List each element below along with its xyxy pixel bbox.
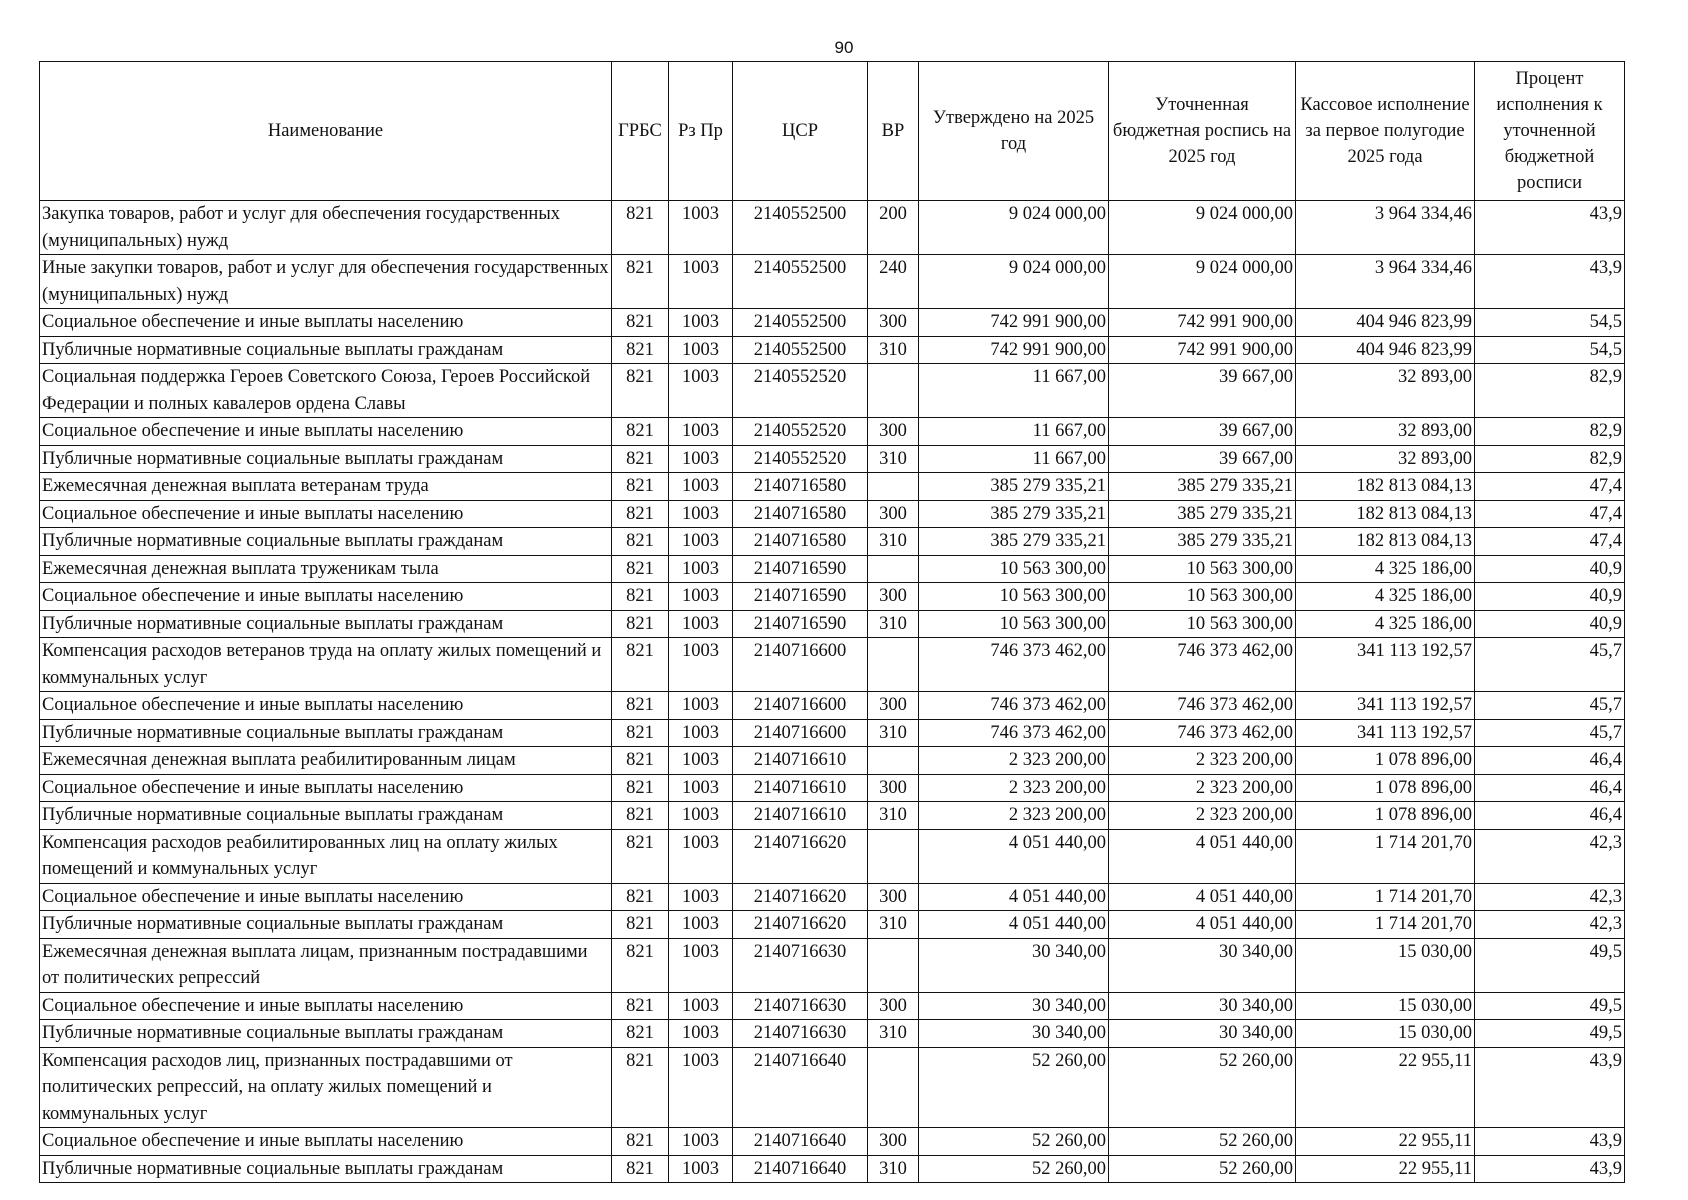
table-body bbox=[40, 201, 1625, 1183]
cell-cash: 341 113 192,57 bbox=[1296, 719, 1475, 747]
cell-csr: 2140716630 bbox=[733, 938, 868, 992]
cell-cash: 1 714 201,70 bbox=[1296, 829, 1475, 883]
cell-grbs: 821 bbox=[612, 309, 669, 337]
cell-percent: 47,4 bbox=[1475, 500, 1625, 528]
cell-percent: 40,9 bbox=[1475, 555, 1625, 583]
cell-vr: 240 bbox=[868, 255, 919, 309]
cell-name: Публичные нормативные социальные выплаты гражданам bbox=[40, 445, 612, 473]
cell-grbs: 821 bbox=[612, 719, 669, 747]
table-row bbox=[40, 1047, 1625, 1128]
cell-name: Социальное обеспечение и иные выплаты населению bbox=[40, 500, 612, 528]
cell-rzpr: 1003 bbox=[669, 555, 733, 583]
cell-name: Иные закупки товаров, работ и услуг для обеспечения государственных (муниципальных) нужд bbox=[40, 255, 612, 309]
cell-revised: 52 260,00 bbox=[1109, 1128, 1296, 1156]
cell-grbs: 821 bbox=[612, 911, 669, 939]
table-row bbox=[40, 583, 1625, 611]
cell-percent: 46,4 bbox=[1475, 802, 1625, 830]
cell-grbs: 821 bbox=[612, 473, 669, 501]
cell-revised: 9 024 000,00 bbox=[1109, 255, 1296, 309]
cell-cash: 22 955,11 bbox=[1296, 1155, 1475, 1183]
header-approved: Утверждено на 2025 год bbox=[919, 62, 1109, 201]
table-row bbox=[40, 911, 1625, 939]
table-row bbox=[40, 638, 1625, 692]
cell-vr: 300 bbox=[868, 583, 919, 611]
cell-name: Публичные нормативные социальные выплаты гражданам bbox=[40, 911, 612, 939]
cell-csr: 2140716620 bbox=[733, 911, 868, 939]
cell-approved: 30 340,00 bbox=[919, 1020, 1109, 1048]
cell-csr: 2140716590 bbox=[733, 583, 868, 611]
cell-name: Компенсация расходов ветеранов труда на оплату жилых помещений и коммунальных услуг bbox=[40, 638, 612, 692]
cell-revised: 4 051 440,00 bbox=[1109, 911, 1296, 939]
cell-name: Ежемесячная денежная выплата лицам, признанным пострадавшими от политических репрессий bbox=[40, 938, 612, 992]
cell-csr: 2140552500 bbox=[733, 309, 868, 337]
cell-csr: 2140552520 bbox=[733, 364, 868, 418]
cell-csr: 2140716610 bbox=[733, 747, 868, 775]
cell-csr: 2140716600 bbox=[733, 638, 868, 692]
cell-cash: 3 964 334,46 bbox=[1296, 255, 1475, 309]
cell-approved: 11 667,00 bbox=[919, 364, 1109, 418]
cell-revised: 746 373 462,00 bbox=[1109, 638, 1296, 692]
table-row bbox=[40, 201, 1625, 255]
cell-percent: 54,5 bbox=[1475, 336, 1625, 364]
table-row bbox=[40, 255, 1625, 309]
cell-approved: 4 051 440,00 bbox=[919, 883, 1109, 911]
cell-percent: 47,4 bbox=[1475, 528, 1625, 556]
cell-csr: 2140716630 bbox=[733, 992, 868, 1020]
cell-cash: 182 813 084,13 bbox=[1296, 500, 1475, 528]
cell-approved: 10 563 300,00 bbox=[919, 555, 1109, 583]
cell-percent: 42,3 bbox=[1475, 829, 1625, 883]
cell-grbs: 821 bbox=[612, 1128, 669, 1156]
cell-name: Социальное обеспечение и иные выплаты населению bbox=[40, 774, 612, 802]
cell-revised: 742 991 900,00 bbox=[1109, 336, 1296, 364]
cell-cash: 341 113 192,57 bbox=[1296, 638, 1475, 692]
cell-rzpr: 1003 bbox=[669, 992, 733, 1020]
page-number: 90 bbox=[834, 38, 854, 57]
cell-rzpr: 1003 bbox=[669, 938, 733, 992]
cell-cash: 32 893,00 bbox=[1296, 418, 1475, 446]
cell-grbs: 821 bbox=[612, 418, 669, 446]
cell-name: Социальное обеспечение и иные выплаты населению bbox=[40, 1128, 612, 1156]
table-row bbox=[40, 829, 1625, 883]
cell-rzpr: 1003 bbox=[669, 445, 733, 473]
cell-percent: 54,5 bbox=[1475, 309, 1625, 337]
cell-csr: 2140716630 bbox=[733, 1020, 868, 1048]
cell-grbs: 821 bbox=[612, 774, 669, 802]
cell-csr: 2140716620 bbox=[733, 883, 868, 911]
cell-csr: 2140716580 bbox=[733, 500, 868, 528]
cell-cash: 22 955,11 bbox=[1296, 1047, 1475, 1128]
header-csr: ЦСР bbox=[733, 62, 868, 201]
table-row bbox=[40, 418, 1625, 446]
cell-cash: 1 078 896,00 bbox=[1296, 774, 1475, 802]
cell-percent: 46,4 bbox=[1475, 774, 1625, 802]
cell-vr: 300 bbox=[868, 883, 919, 911]
cell-vr bbox=[868, 473, 919, 501]
cell-name: Социальное обеспечение и иные выплаты населению bbox=[40, 992, 612, 1020]
cell-vr bbox=[868, 638, 919, 692]
cell-rzpr: 1003 bbox=[669, 774, 733, 802]
cell-percent: 46,4 bbox=[1475, 747, 1625, 775]
cell-grbs: 821 bbox=[612, 528, 669, 556]
cell-grbs: 821 bbox=[612, 802, 669, 830]
cell-percent: 47,4 bbox=[1475, 473, 1625, 501]
cell-cash: 32 893,00 bbox=[1296, 445, 1475, 473]
cell-vr: 300 bbox=[868, 992, 919, 1020]
cell-percent: 42,3 bbox=[1475, 911, 1625, 939]
cell-grbs: 821 bbox=[612, 992, 669, 1020]
cell-grbs: 821 bbox=[612, 445, 669, 473]
cell-percent: 49,5 bbox=[1475, 992, 1625, 1020]
cell-revised: 2 323 200,00 bbox=[1109, 774, 1296, 802]
cell-grbs: 821 bbox=[612, 829, 669, 883]
cell-revised: 746 373 462,00 bbox=[1109, 719, 1296, 747]
cell-cash: 3 964 334,46 bbox=[1296, 201, 1475, 255]
cell-cash: 404 946 823,99 bbox=[1296, 336, 1475, 364]
cell-csr: 2140552500 bbox=[733, 201, 868, 255]
cell-csr: 2140716610 bbox=[733, 774, 868, 802]
cell-name: Публичные нормативные социальные выплаты гражданам bbox=[40, 802, 612, 830]
cell-name: Социальное обеспечение и иные выплаты населению bbox=[40, 692, 612, 720]
cell-revised: 4 051 440,00 bbox=[1109, 883, 1296, 911]
cell-revised: 742 991 900,00 bbox=[1109, 309, 1296, 337]
cell-csr: 2140552500 bbox=[733, 255, 868, 309]
cell-cash: 32 893,00 bbox=[1296, 364, 1475, 418]
table-row bbox=[40, 500, 1625, 528]
cell-grbs: 821 bbox=[612, 610, 669, 638]
table-row bbox=[40, 938, 1625, 992]
cell-grbs: 821 bbox=[612, 201, 669, 255]
cell-csr: 2140716600 bbox=[733, 692, 868, 720]
cell-cash: 4 325 186,00 bbox=[1296, 555, 1475, 583]
cell-cash: 182 813 084,13 bbox=[1296, 473, 1475, 501]
cell-name: Публичные нормативные социальные выплаты гражданам bbox=[40, 1020, 612, 1048]
cell-vr: 310 bbox=[868, 719, 919, 747]
cell-name: Ежемесячная денежная выплата ветеранам труда bbox=[40, 473, 612, 501]
cell-vr: 310 bbox=[868, 528, 919, 556]
header-cash: Кассовое исполнение за первое полугодие 2025 года bbox=[1296, 62, 1475, 201]
cell-vr: 300 bbox=[868, 309, 919, 337]
cell-vr bbox=[868, 829, 919, 883]
table-row bbox=[40, 692, 1625, 720]
cell-name: Публичные нормативные социальные выплаты гражданам bbox=[40, 528, 612, 556]
cell-revised: 30 340,00 bbox=[1109, 992, 1296, 1020]
cell-grbs: 821 bbox=[612, 638, 669, 692]
cell-grbs: 821 bbox=[612, 255, 669, 309]
cell-vr: 310 bbox=[868, 1020, 919, 1048]
cell-percent: 49,5 bbox=[1475, 938, 1625, 992]
cell-vr: 310 bbox=[868, 1155, 919, 1183]
cell-grbs: 821 bbox=[612, 1047, 669, 1128]
table-row bbox=[40, 528, 1625, 556]
cell-csr: 2140716640 bbox=[733, 1047, 868, 1128]
cell-revised: 39 667,00 bbox=[1109, 445, 1296, 473]
cell-approved: 52 260,00 bbox=[919, 1047, 1109, 1128]
cell-csr: 2140716620 bbox=[733, 829, 868, 883]
cell-vr bbox=[868, 555, 919, 583]
table-row bbox=[40, 555, 1625, 583]
cell-name: Публичные нормативные социальные выплаты гражданам bbox=[40, 610, 612, 638]
table-row bbox=[40, 774, 1625, 802]
cell-revised: 30 340,00 bbox=[1109, 1020, 1296, 1048]
cell-percent: 82,9 bbox=[1475, 364, 1625, 418]
cell-rzpr: 1003 bbox=[669, 610, 733, 638]
header-grbs: ГРБС bbox=[612, 62, 669, 201]
cell-csr: 2140716590 bbox=[733, 555, 868, 583]
cell-rzpr: 1003 bbox=[669, 719, 733, 747]
cell-approved: 4 051 440,00 bbox=[919, 911, 1109, 939]
cell-name: Закупка товаров, работ и услуг для обеспечения государственных (муниципальных) нужд bbox=[40, 201, 612, 255]
cell-csr: 2140716590 bbox=[733, 610, 868, 638]
cell-name: Публичные нормативные социальные выплаты гражданам bbox=[40, 1155, 612, 1183]
table-row bbox=[40, 883, 1625, 911]
cell-grbs: 821 bbox=[612, 883, 669, 911]
cell-approved: 746 373 462,00 bbox=[919, 692, 1109, 720]
cell-rzpr: 1003 bbox=[669, 364, 733, 418]
cell-percent: 82,9 bbox=[1475, 445, 1625, 473]
cell-percent: 42,3 bbox=[1475, 883, 1625, 911]
table-row bbox=[40, 802, 1625, 830]
cell-vr: 310 bbox=[868, 802, 919, 830]
cell-approved: 10 563 300,00 bbox=[919, 583, 1109, 611]
header-rzpr: Рз Пр bbox=[669, 62, 733, 201]
cell-cash: 1 714 201,70 bbox=[1296, 883, 1475, 911]
cell-approved: 9 024 000,00 bbox=[919, 255, 1109, 309]
cell-cash: 404 946 823,99 bbox=[1296, 309, 1475, 337]
cell-revised: 52 260,00 bbox=[1109, 1047, 1296, 1128]
cell-approved: 30 340,00 bbox=[919, 992, 1109, 1020]
cell-revised: 2 323 200,00 bbox=[1109, 747, 1296, 775]
cell-percent: 43,9 bbox=[1475, 201, 1625, 255]
cell-approved: 742 991 900,00 bbox=[919, 309, 1109, 337]
cell-rzpr: 1003 bbox=[669, 1155, 733, 1183]
cell-rzpr: 1003 bbox=[669, 1020, 733, 1048]
cell-approved: 746 373 462,00 bbox=[919, 638, 1109, 692]
table-row bbox=[40, 610, 1625, 638]
cell-percent: 43,9 bbox=[1475, 255, 1625, 309]
table-row bbox=[40, 336, 1625, 364]
cell-rzpr: 1003 bbox=[669, 255, 733, 309]
cell-revised: 9 024 000,00 bbox=[1109, 201, 1296, 255]
cell-revised: 39 667,00 bbox=[1109, 364, 1296, 418]
cell-cash: 15 030,00 bbox=[1296, 992, 1475, 1020]
cell-approved: 746 373 462,00 bbox=[919, 719, 1109, 747]
cell-name: Социальная поддержка Героев Советского Союза, Героев Российской Федерации и полных кавалеров ордена Славы bbox=[40, 364, 612, 418]
cell-grbs: 821 bbox=[612, 583, 669, 611]
cell-name: Публичные нормативные социальные выплаты гражданам bbox=[40, 336, 612, 364]
cell-cash: 22 955,11 bbox=[1296, 1128, 1475, 1156]
cell-approved: 11 667,00 bbox=[919, 418, 1109, 446]
cell-vr bbox=[868, 1047, 919, 1128]
cell-csr: 2140716580 bbox=[733, 473, 868, 501]
cell-vr: 310 bbox=[868, 911, 919, 939]
table-row bbox=[40, 1155, 1625, 1183]
cell-approved: 2 323 200,00 bbox=[919, 802, 1109, 830]
cell-vr: 310 bbox=[868, 445, 919, 473]
header-percent: Процент исполнения к уточненной бюджетной росписи bbox=[1475, 62, 1625, 201]
cell-name: Ежемесячная денежная выплата реабилитированным лицам bbox=[40, 747, 612, 775]
cell-grbs: 821 bbox=[612, 364, 669, 418]
header-vr: ВР bbox=[868, 62, 919, 201]
cell-csr: 2140552500 bbox=[733, 336, 868, 364]
cell-revised: 385 279 335,21 bbox=[1109, 500, 1296, 528]
cell-grbs: 821 bbox=[612, 555, 669, 583]
cell-revised: 746 373 462,00 bbox=[1109, 692, 1296, 720]
budget-table bbox=[39, 61, 1625, 1183]
cell-cash: 182 813 084,13 bbox=[1296, 528, 1475, 556]
cell-grbs: 821 bbox=[612, 500, 669, 528]
cell-revised: 39 667,00 bbox=[1109, 418, 1296, 446]
cell-name: Компенсация расходов лиц, признанных пострадавшими от политических репрессий, на оплату жилых помещений и коммунальных услуг bbox=[40, 1047, 612, 1128]
cell-percent: 43,9 bbox=[1475, 1155, 1625, 1183]
cell-approved: 385 279 335,21 bbox=[919, 500, 1109, 528]
table-row bbox=[40, 309, 1625, 337]
table-row bbox=[40, 445, 1625, 473]
cell-vr: 200 bbox=[868, 201, 919, 255]
cell-csr: 2140716640 bbox=[733, 1155, 868, 1183]
cell-revised: 52 260,00 bbox=[1109, 1155, 1296, 1183]
cell-vr: 300 bbox=[868, 418, 919, 446]
cell-approved: 52 260,00 bbox=[919, 1128, 1109, 1156]
cell-revised: 30 340,00 bbox=[1109, 938, 1296, 992]
cell-approved: 2 323 200,00 bbox=[919, 774, 1109, 802]
cell-approved: 4 051 440,00 bbox=[919, 829, 1109, 883]
cell-cash: 4 325 186,00 bbox=[1296, 583, 1475, 611]
cell-rzpr: 1003 bbox=[669, 418, 733, 446]
cell-rzpr: 1003 bbox=[669, 692, 733, 720]
cell-csr: 2140716610 bbox=[733, 802, 868, 830]
cell-cash: 341 113 192,57 bbox=[1296, 692, 1475, 720]
cell-rzpr: 1003 bbox=[669, 309, 733, 337]
cell-csr: 2140716640 bbox=[733, 1128, 868, 1156]
cell-vr: 300 bbox=[868, 1128, 919, 1156]
cell-approved: 385 279 335,21 bbox=[919, 528, 1109, 556]
cell-rzpr: 1003 bbox=[669, 638, 733, 692]
cell-rzpr: 1003 bbox=[669, 1128, 733, 1156]
cell-name: Компенсация расходов реабилитированных лиц на оплату жилых помещений и коммунальных услуг bbox=[40, 829, 612, 883]
cell-name: Ежемесячная денежная выплата труженикам тыла bbox=[40, 555, 612, 583]
cell-name: Социальное обеспечение и иные выплаты населению bbox=[40, 418, 612, 446]
cell-percent: 40,9 bbox=[1475, 610, 1625, 638]
cell-approved: 9 024 000,00 bbox=[919, 201, 1109, 255]
cell-cash: 1 714 201,70 bbox=[1296, 911, 1475, 939]
header-revised: Уточненная бюджетная роспись на 2025 год bbox=[1109, 62, 1296, 201]
cell-approved: 11 667,00 bbox=[919, 445, 1109, 473]
header-row bbox=[40, 62, 1625, 201]
cell-rzpr: 1003 bbox=[669, 747, 733, 775]
cell-cash: 1 078 896,00 bbox=[1296, 802, 1475, 830]
cell-grbs: 821 bbox=[612, 1155, 669, 1183]
cell-name: Публичные нормативные социальные выплаты гражданам bbox=[40, 719, 612, 747]
cell-vr bbox=[868, 938, 919, 992]
table-row bbox=[40, 719, 1625, 747]
cell-rzpr: 1003 bbox=[669, 911, 733, 939]
cell-percent: 43,9 bbox=[1475, 1047, 1625, 1128]
cell-grbs: 821 bbox=[612, 692, 669, 720]
cell-percent: 45,7 bbox=[1475, 692, 1625, 720]
cell-csr: 2140552520 bbox=[733, 418, 868, 446]
cell-grbs: 821 bbox=[612, 1020, 669, 1048]
cell-grbs: 821 bbox=[612, 336, 669, 364]
cell-rzpr: 1003 bbox=[669, 528, 733, 556]
cell-vr: 310 bbox=[868, 336, 919, 364]
cell-percent: 45,7 bbox=[1475, 719, 1625, 747]
cell-revised: 385 279 335,21 bbox=[1109, 528, 1296, 556]
cell-csr: 2140716580 bbox=[733, 528, 868, 556]
cell-rzpr: 1003 bbox=[669, 201, 733, 255]
cell-percent: 43,9 bbox=[1475, 1128, 1625, 1156]
cell-rzpr: 1003 bbox=[669, 1047, 733, 1128]
cell-rzpr: 1003 bbox=[669, 500, 733, 528]
cell-approved: 30 340,00 bbox=[919, 938, 1109, 992]
cell-rzpr: 1003 bbox=[669, 829, 733, 883]
table-row bbox=[40, 1020, 1625, 1048]
cell-name: Социальное обеспечение и иные выплаты населению bbox=[40, 583, 612, 611]
cell-grbs: 821 bbox=[612, 938, 669, 992]
cell-revised: 4 051 440,00 bbox=[1109, 829, 1296, 883]
cell-csr: 2140552520 bbox=[733, 445, 868, 473]
cell-revised: 2 323 200,00 bbox=[1109, 802, 1296, 830]
cell-revised: 10 563 300,00 bbox=[1109, 610, 1296, 638]
cell-csr: 2140716600 bbox=[733, 719, 868, 747]
cell-revised: 10 563 300,00 bbox=[1109, 555, 1296, 583]
cell-revised: 10 563 300,00 bbox=[1109, 583, 1296, 611]
cell-rzpr: 1003 bbox=[669, 883, 733, 911]
table-row bbox=[40, 747, 1625, 775]
cell-revised: 385 279 335,21 bbox=[1109, 473, 1296, 501]
cell-cash: 15 030,00 bbox=[1296, 1020, 1475, 1048]
table-row bbox=[40, 992, 1625, 1020]
header-name: Наименование bbox=[40, 62, 612, 201]
cell-approved: 742 991 900,00 bbox=[919, 336, 1109, 364]
cell-rzpr: 1003 bbox=[669, 473, 733, 501]
cell-vr: 300 bbox=[868, 500, 919, 528]
cell-grbs: 821 bbox=[612, 747, 669, 775]
cell-percent: 82,9 bbox=[1475, 418, 1625, 446]
cell-approved: 52 260,00 bbox=[919, 1155, 1109, 1183]
cell-vr bbox=[868, 364, 919, 418]
cell-rzpr: 1003 bbox=[669, 583, 733, 611]
cell-rzpr: 1003 bbox=[669, 802, 733, 830]
cell-approved: 2 323 200,00 bbox=[919, 747, 1109, 775]
cell-cash: 4 325 186,00 bbox=[1296, 610, 1475, 638]
cell-vr: 300 bbox=[868, 774, 919, 802]
cell-approved: 385 279 335,21 bbox=[919, 473, 1109, 501]
cell-vr: 300 bbox=[868, 692, 919, 720]
cell-percent: 40,9 bbox=[1475, 583, 1625, 611]
cell-rzpr: 1003 bbox=[669, 336, 733, 364]
cell-percent: 45,7 bbox=[1475, 638, 1625, 692]
cell-cash: 15 030,00 bbox=[1296, 938, 1475, 992]
cell-vr: 310 bbox=[868, 610, 919, 638]
table-row bbox=[40, 1128, 1625, 1156]
cell-approved: 10 563 300,00 bbox=[919, 610, 1109, 638]
table-row bbox=[40, 364, 1625, 418]
cell-vr bbox=[868, 747, 919, 775]
table-row bbox=[40, 473, 1625, 501]
cell-cash: 1 078 896,00 bbox=[1296, 747, 1475, 775]
cell-name: Социальное обеспечение и иные выплаты населению bbox=[40, 883, 612, 911]
cell-name: Социальное обеспечение и иные выплаты населению bbox=[40, 309, 612, 337]
cell-percent: 49,5 bbox=[1475, 1020, 1625, 1048]
